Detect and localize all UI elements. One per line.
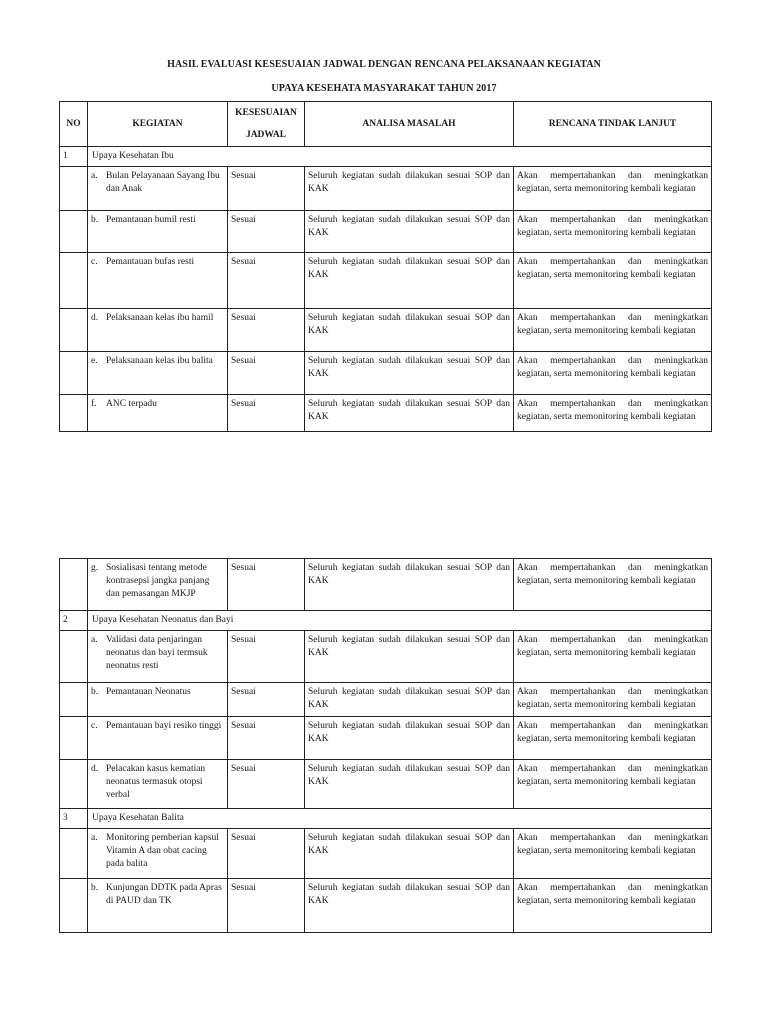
document-title: HASIL EVALUASI KESESUAIAN JADWAL DENGAN RENCANA PELAKSANAAN KEGIATAN <box>167 59 601 70</box>
rencana-line-2: kegiatan, serta memonitoring kembali kegiatan <box>517 648 696 658</box>
evaluation-table-page-1 <box>59 101 712 432</box>
rencana-text <box>514 167 711 198</box>
rencana-line-1: Akan mempertahankan dan meningkatkan <box>517 171 708 181</box>
header-kegiatan: KEGIATAN <box>88 102 228 147</box>
table-header-row <box>60 102 712 147</box>
kegiatan-text: Pemantauan Neonatus <box>106 687 191 697</box>
row-number-cell <box>60 683 88 717</box>
kesesuaian-value: Sesuai <box>231 171 256 181</box>
analisa-text <box>305 395 513 426</box>
row-number-cell <box>60 717 88 760</box>
activity-row <box>60 395 712 432</box>
kesesuaian-value: Sesuai <box>231 635 256 645</box>
analisa-text <box>305 717 513 748</box>
kegiatan-item <box>88 829 227 873</box>
rencana-line-1: Akan mempertahankan dan meningkatkan <box>517 215 708 225</box>
analisa-text <box>305 253 513 284</box>
kesesuaian-value: Sesuai <box>231 563 256 573</box>
rencana-line-2: kegiatan, serta memonitoring kembali kegiatan <box>517 777 696 787</box>
kesesuaian-cell <box>228 559 305 611</box>
rencana-line-2: kegiatan, serta memonitoring kembali kegiatan <box>517 412 696 422</box>
activity-row <box>60 829 712 879</box>
activity-row <box>60 717 712 760</box>
rencana-line-2: kegiatan, serta memonitoring kembali kegiatan <box>517 734 696 744</box>
kesesuaian-cell <box>228 631 305 683</box>
kegiatan-letter: b. <box>91 215 99 225</box>
kesesuaian-value: Sesuai <box>231 721 256 731</box>
rencana-text <box>514 395 711 426</box>
rencana-line-1: Akan mempertahankan dan meningkatkan <box>517 687 708 697</box>
analisa-line-1: Seluruh kegiatan sudah dilakukan sesuai SOP dan <box>308 257 510 267</box>
kegiatan-letter: b. <box>91 687 99 697</box>
row-number-cell <box>60 309 88 352</box>
analisa-line-1: Seluruh kegiatan sudah dilakukan sesuai SOP dan <box>308 721 510 731</box>
header-analisa-masalah: ANALISA MASALAH <box>305 102 514 147</box>
analisa-cell <box>305 253 514 309</box>
analisa-line-1: Seluruh kegiatan sudah dilakukan sesuai SOP dan <box>308 687 510 697</box>
section-title: Upaya Kesehatan Neonatus dan Bayi <box>88 611 712 631</box>
kegiatan-cell <box>88 352 228 395</box>
row-number-cell <box>60 395 88 432</box>
analisa-line-2: KAK <box>308 777 329 787</box>
rencana-cell <box>514 309 712 352</box>
header-rencana-tindak-lanjut: RENCANA TINDAK LANJUT <box>514 102 712 147</box>
rencana-cell <box>514 395 712 432</box>
analisa-text <box>305 559 513 590</box>
analisa-line-2: KAK <box>308 700 329 710</box>
section-title: Upaya Kesehatan Balita <box>88 809 712 829</box>
kegiatan-text: Monitoring pemberian kapsul Vitamin A dan obat cacing pada balita <box>106 833 219 869</box>
analisa-cell <box>305 829 514 879</box>
analisa-line-1: Seluruh kegiatan sudah dilakukan sesuai SOP dan <box>308 215 510 225</box>
analisa-line-1: Seluruh kegiatan sudah dilakukan sesuai SOP dan <box>308 171 510 181</box>
kegiatan-cell <box>88 683 228 717</box>
kegiatan-item <box>88 167 227 198</box>
analisa-line-1: Seluruh kegiatan sudah dilakukan sesuai SOP dan <box>308 764 510 774</box>
kesesuaian-value: Sesuai <box>231 356 256 366</box>
rencana-cell <box>514 879 712 933</box>
activity-row <box>60 253 712 309</box>
rencana-line-1: Akan mempertahankan dan meningkatkan <box>517 833 708 843</box>
kesesuaian-cell <box>228 309 305 352</box>
section-title: Upaya Kesehatan Ibu <box>88 147 712 167</box>
analisa-line-1: Seluruh kegiatan sudah dilakukan sesuai SOP dan <box>308 313 510 323</box>
kegiatan-text: Pemantauan bayi resiko tinggi <box>106 721 222 731</box>
rencana-line-1: Akan mempertahankan dan meningkatkan <box>517 721 708 731</box>
analisa-cell <box>305 717 514 760</box>
kesesuaian-value: Sesuai <box>231 215 256 225</box>
section-number: 2 <box>60 611 88 631</box>
analisa-line-2: KAK <box>308 846 329 856</box>
kesesuaian-cell <box>228 879 305 933</box>
row-number-cell <box>60 559 88 611</box>
kegiatan-cell <box>88 309 228 352</box>
header-no: NO <box>60 102 88 147</box>
analisa-line-1: Seluruh kegiatan sudah dilakukan sesuai SOP dan <box>308 563 510 573</box>
analisa-line-1: Seluruh kegiatan sudah dilakukan sesuai SOP dan <box>308 833 510 843</box>
activity-row <box>60 211 712 253</box>
rencana-line-2: kegiatan, serta memonitoring kembali kegiatan <box>517 184 696 194</box>
kegiatan-cell <box>88 167 228 211</box>
kegiatan-text: Kunjungan DDTK pada Apras di PAUD dan TK <box>106 883 222 906</box>
rencana-text <box>514 631 711 662</box>
document-subtitle: UPAYA KESEHATA MASYARAKAT TAHUN 2017 <box>271 83 497 94</box>
kegiatan-item <box>88 760 227 804</box>
row-number-cell <box>60 211 88 253</box>
rencana-line-2: kegiatan, serta memonitoring kembali kegiatan <box>517 846 696 856</box>
rencana-cell <box>514 683 712 717</box>
analisa-text <box>305 167 513 198</box>
analisa-text <box>305 631 513 662</box>
rencana-text <box>514 352 711 383</box>
rencana-line-1: Akan mempertahankan dan meningkatkan <box>517 883 708 893</box>
rencana-text <box>514 683 711 714</box>
kegiatan-text: Bulan Pelayanaan Sayang Ibu dan Anak <box>106 171 220 194</box>
analisa-line-2: KAK <box>308 412 329 422</box>
rencana-line-2: kegiatan, serta memonitoring kembali kegiatan <box>517 700 696 710</box>
kegiatan-item <box>88 352 227 370</box>
section-number: 3 <box>60 809 88 829</box>
analisa-cell <box>305 395 514 432</box>
evaluation-table-page-2 <box>59 558 712 933</box>
kegiatan-item <box>88 309 227 327</box>
kegiatan-text: Pemantauan bufas resti <box>106 257 195 267</box>
analisa-cell <box>305 879 514 933</box>
activity-row <box>60 559 712 611</box>
rencana-cell <box>514 352 712 395</box>
kegiatan-cell <box>88 253 228 309</box>
kesesuaian-value: Sesuai <box>231 883 256 893</box>
analisa-line-1: Seluruh kegiatan sudah dilakukan sesuai SOP dan <box>308 356 510 366</box>
kegiatan-letter: c. <box>91 721 98 731</box>
analisa-cell <box>305 631 514 683</box>
kegiatan-cell <box>88 829 228 879</box>
rencana-text <box>514 717 711 748</box>
kegiatan-cell <box>88 559 228 611</box>
activity-row <box>60 631 712 683</box>
kesesuaian-cell <box>228 717 305 760</box>
rencana-cell <box>514 211 712 253</box>
section-number: 1 <box>60 147 88 167</box>
section-row <box>60 611 712 631</box>
analisa-text <box>305 829 513 860</box>
analisa-line-2: KAK <box>308 369 329 379</box>
analisa-cell <box>305 683 514 717</box>
rencana-line-2: kegiatan, serta memonitoring kembali kegiatan <box>517 896 696 906</box>
kegiatan-cell <box>88 395 228 432</box>
analisa-text <box>305 760 513 791</box>
kegiatan-text: ANC terpadu <box>106 399 157 409</box>
analisa-line-2: KAK <box>308 270 329 280</box>
kegiatan-item <box>88 253 227 271</box>
analisa-text <box>305 309 513 340</box>
rencana-line-2: kegiatan, serta memonitoring kembali kegiatan <box>517 270 696 280</box>
rencana-cell <box>514 167 712 211</box>
rencana-line-1: Akan mempertahankan dan meningkatkan <box>517 313 708 323</box>
row-number-cell <box>60 167 88 211</box>
analisa-line-1: Seluruh kegiatan sudah dilakukan sesuai SOP dan <box>308 883 510 893</box>
activity-row <box>60 167 712 211</box>
rencana-line-1: Akan mempertahankan dan meningkatkan <box>517 764 708 774</box>
activity-row <box>60 683 712 717</box>
row-number-cell <box>60 879 88 933</box>
kegiatan-letter: c. <box>91 257 98 267</box>
section-row <box>60 809 712 829</box>
rencana-line-2: kegiatan, serta memonitoring kembali kegiatan <box>517 326 696 336</box>
analisa-line-2: KAK <box>308 228 329 238</box>
rencana-line-1: Akan mempertahankan dan meningkatkan <box>517 563 708 573</box>
activity-row <box>60 352 712 395</box>
kegiatan-letter: a. <box>91 171 98 181</box>
rencana-line-2: kegiatan, serta memonitoring kembali kegiatan <box>517 228 696 238</box>
row-number-cell <box>60 352 88 395</box>
kegiatan-text: Pelaksanaan kelas ibu hamil <box>106 313 214 323</box>
kegiatan-cell <box>88 717 228 760</box>
kesesuaian-cell <box>228 760 305 809</box>
kegiatan-text: Sosialisasi tentang metode kontrasepsi jangka panjang dan pemasangan MKJP <box>106 563 210 599</box>
kesesuaian-value: Sesuai <box>231 399 256 409</box>
activity-row <box>60 879 712 933</box>
kegiatan-cell <box>88 631 228 683</box>
analisa-line-2: KAK <box>308 576 329 586</box>
analisa-line-2: KAK <box>308 896 329 906</box>
rencana-text <box>514 760 711 791</box>
analisa-cell <box>305 352 514 395</box>
kesesuaian-cell <box>228 683 305 717</box>
analisa-cell <box>305 559 514 611</box>
rencana-text <box>514 309 711 340</box>
header-kesesuaian-jadwal: KESESUAIAN JADWAL <box>228 102 305 147</box>
kesesuaian-cell <box>228 395 305 432</box>
analisa-text <box>305 683 513 714</box>
kesesuaian-value: Sesuai <box>231 313 256 323</box>
row-number-cell <box>60 760 88 809</box>
rencana-text <box>514 879 711 910</box>
kesesuaian-cell <box>228 211 305 253</box>
kesesuaian-cell <box>228 829 305 879</box>
analisa-line-2: KAK <box>308 326 329 336</box>
kesesuaian-cell <box>228 352 305 395</box>
analisa-line-2: KAK <box>308 648 329 658</box>
row-number-cell <box>60 631 88 683</box>
rencana-cell <box>514 559 712 611</box>
rencana-text <box>514 211 711 242</box>
rencana-line-2: kegiatan, serta memonitoring kembali kegiatan <box>517 576 696 586</box>
activity-row <box>60 309 712 352</box>
kesesuaian-value: Sesuai <box>231 687 256 697</box>
analisa-text <box>305 211 513 242</box>
activity-row <box>60 760 712 809</box>
kegiatan-letter: e. <box>91 356 98 366</box>
kegiatan-item <box>88 631 227 675</box>
row-number-cell <box>60 253 88 309</box>
rencana-line-1: Akan mempertahankan dan meningkatkan <box>517 257 708 267</box>
rencana-text <box>514 559 711 590</box>
kegiatan-item <box>88 683 227 701</box>
rencana-line-1: Akan mempertahankan dan meningkatkan <box>517 635 708 645</box>
kegiatan-cell <box>88 760 228 809</box>
rencana-cell <box>514 253 712 309</box>
analisa-line-1: Seluruh kegiatan sudah dilakukan sesuai SOP dan <box>308 399 510 409</box>
kegiatan-item <box>88 559 227 603</box>
kegiatan-cell <box>88 211 228 253</box>
kegiatan-cell <box>88 879 228 933</box>
rencana-line-2: kegiatan, serta memonitoring kembali kegiatan <box>517 369 696 379</box>
rencana-line-1: Akan mempertahankan dan meningkatkan <box>517 399 708 409</box>
kegiatan-letter: a. <box>91 833 98 843</box>
kesesuaian-value: Sesuai <box>231 764 256 774</box>
analisa-text <box>305 879 513 910</box>
kegiatan-item <box>88 211 227 229</box>
section-row <box>60 147 712 167</box>
rencana-text <box>514 829 711 860</box>
kegiatan-letter: a. <box>91 635 98 645</box>
rencana-cell <box>514 717 712 760</box>
kegiatan-item <box>88 879 227 910</box>
analisa-line-1: Seluruh kegiatan sudah dilakukan sesuai SOP dan <box>308 635 510 645</box>
kegiatan-text: Validasi data penjaringan neonatus dan bayi termsuk neonatus resti <box>106 635 208 671</box>
kegiatan-text: Pelacakan kasus kematian neonatus termasuk otopsi verbal <box>106 764 206 800</box>
analisa-cell <box>305 760 514 809</box>
analisa-cell <box>305 211 514 253</box>
analisa-line-2: KAK <box>308 184 329 194</box>
kesesuaian-value: Sesuai <box>231 833 256 843</box>
kegiatan-text: Pelaksanaan kelas ibu balita <box>106 356 213 366</box>
row-number-cell <box>60 829 88 879</box>
kegiatan-text: Pemantauan bumil resti <box>106 215 196 225</box>
analisa-text <box>305 352 513 383</box>
rencana-cell <box>514 760 712 809</box>
kesesuaian-value: Sesuai <box>231 257 256 267</box>
kegiatan-letter: b. <box>91 883 99 893</box>
kegiatan-letter: d. <box>91 313 99 323</box>
rencana-text <box>514 253 711 284</box>
kegiatan-letter: g. <box>91 563 99 573</box>
rencana-line-1: Akan mempertahankan dan meningkatkan <box>517 356 708 366</box>
kegiatan-letter: d. <box>91 764 99 774</box>
kesesuaian-cell <box>228 167 305 211</box>
kegiatan-letter: f. <box>91 399 97 409</box>
kesesuaian-cell <box>228 253 305 309</box>
kegiatan-item <box>88 717 227 735</box>
analisa-line-2: KAK <box>308 734 329 744</box>
analisa-cell <box>305 309 514 352</box>
rencana-cell <box>514 631 712 683</box>
rencana-cell <box>514 829 712 879</box>
kegiatan-item <box>88 395 227 413</box>
analisa-cell <box>305 167 514 211</box>
